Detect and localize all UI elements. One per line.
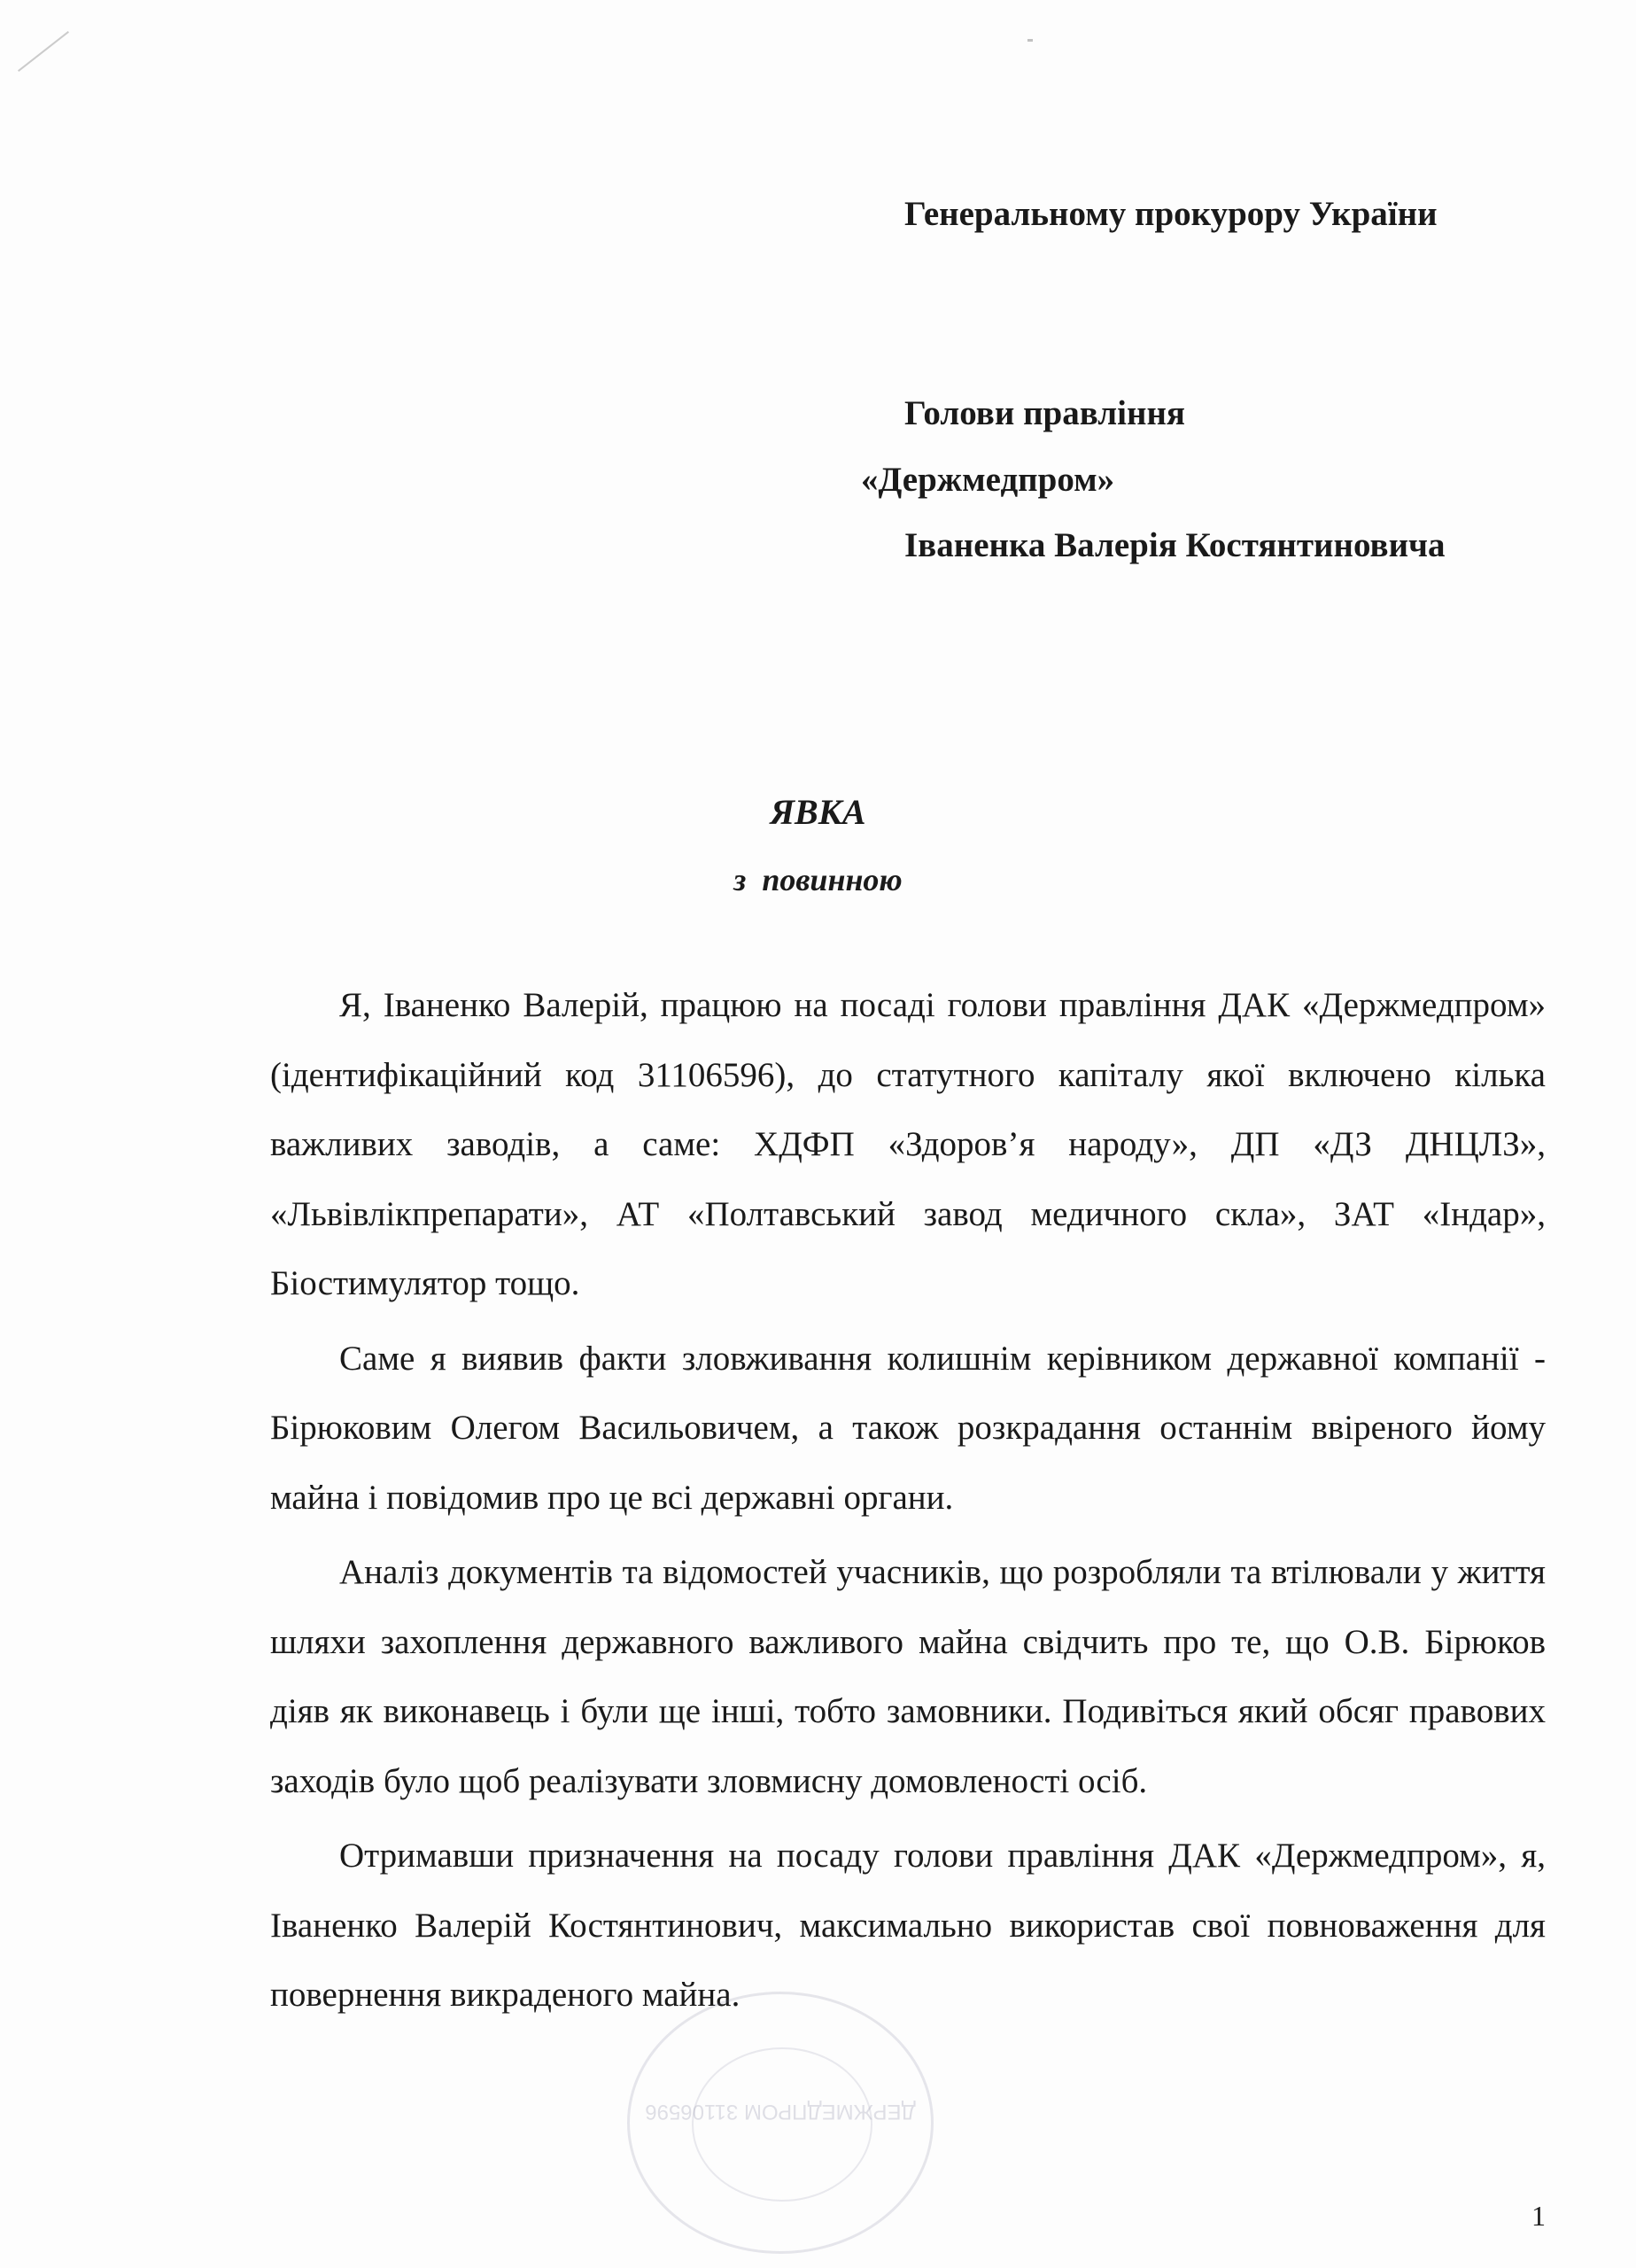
sender-organization: «Держмедпром»	[861, 461, 1115, 499]
scan-artifact-line	[18, 31, 69, 72]
document-body	[270, 971, 1546, 2036]
sender-name: Іваненка Валерія Костянтиновича	[904, 526, 1446, 564]
stamp-text: ДЕРЖМЕДПРОМ 31106596	[645, 2100, 916, 2124]
stamp-inner-ring	[692, 2047, 872, 2202]
paragraph: Я, Іваненко Валерій, працюю на посаді голови правління ДАК «Держмедпром» (ідентифікаційний код 31106596), до статутного капіталу якої включено кілька важливих заводів, а саме: ХДФП «Здоров’я народу», ДП «ДЗ ДНЦЛЗ», «Львівлікпрепарати», АТ «Полтавський завод медичного скла», ЗАТ «Індар», Біостимулятор тощо.	[270, 986, 1546, 1302]
document-title: ЯВКА	[770, 792, 866, 832]
paragraph: Саме я виявив факти зловживання колишнім керівником державної компанії - Бірюковим Олегом Васильовичем, а також розкрадання останнім ввіреного йому майна і повідомив про це всі державні органи.	[270, 1339, 1546, 1517]
scan-artifact-dot	[1027, 39, 1033, 42]
official-stamp	[627, 1992, 934, 2254]
page-number: 1	[1531, 2200, 1546, 2232]
paragraph: Аналіз документів та відомостей учасників, що розробляли та втілювали у життя шляхи захоплення державного важливого майна свідчить про те, що О.В. Бірюков діяв як виконавець і були ще інші, тобто замовники. Подивіться який обсяг правових заходів було щоб реалізувати зловмисну домовленості осіб.	[270, 1553, 1546, 1800]
document-subtitle: з повинною	[733, 862, 903, 897]
sender-position: Голови правління	[904, 394, 1186, 432]
paragraph: Отримавши призначення на посаду голови правління ДАК «Держмедпром», я, Іваненко Валерій Костянтинович, максимально використав свої повноваження для повернення викраденого майна.	[270, 1837, 1546, 2014]
recipient-line: Генеральному прокурору України	[904, 195, 1438, 233]
